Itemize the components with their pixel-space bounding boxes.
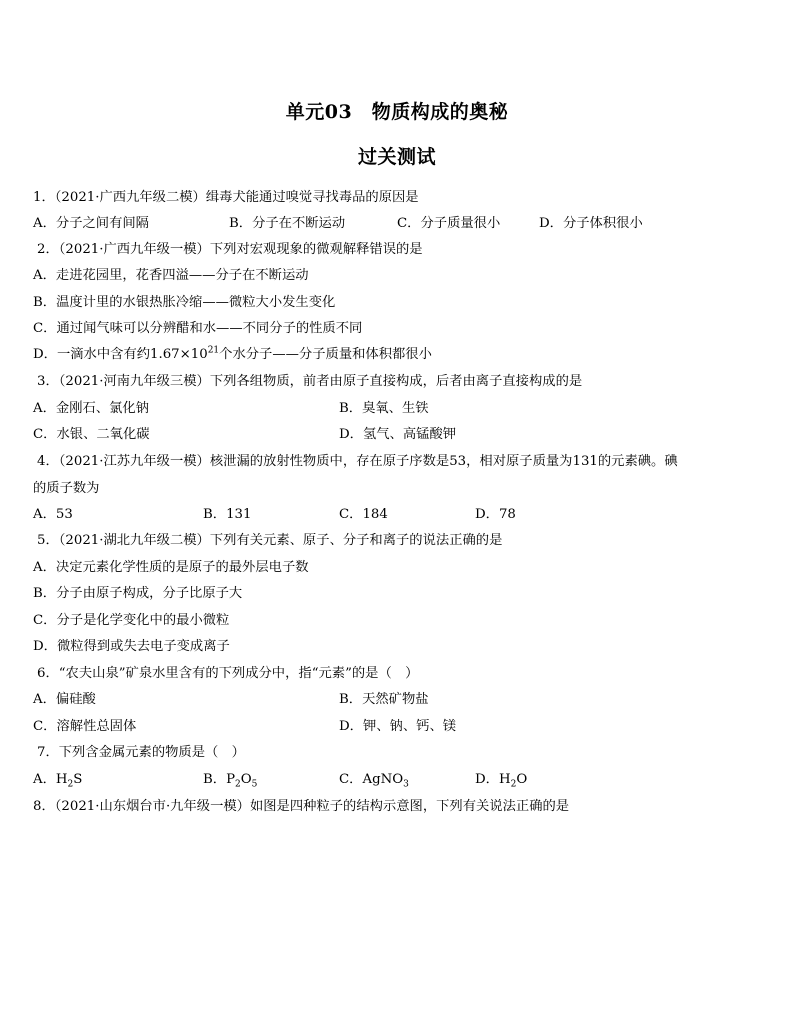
question-7-option-b	[203, 771, 257, 789]
question-2-option-d-prefix: D．一滴水中含有约1.67×10	[33, 347, 208, 362]
question-3-option-b: B．臭氧、生铁	[339, 401, 429, 416]
question-1-option-b: B．分子在不断运动	[229, 216, 346, 231]
question-2-option-c: C．通过闻气味可以分辨醋和水——不同分子的性质不同	[33, 321, 363, 336]
question-4-option-a: A．53	[33, 507, 73, 522]
question-5-stem: 5．（2021·湖北九年级二模）下列有关元素、原子、分子和离子的说法正确的是	[37, 533, 503, 548]
question-1-stem: 1．（2021·广西九年级二模）缉毒犬能通过嗅觉寻找毒品的原因是	[33, 190, 419, 205]
question-4-stem: 4．（2021·江苏九年级一模）核泄漏的放射性物质中，存在原子序数是53，相对原子质量为131的元素碘。碘	[37, 454, 678, 469]
question-4-option-b: B．131	[203, 507, 252, 522]
formula-subscript: 3	[403, 779, 409, 790]
formula-subscript: 2	[67, 779, 74, 790]
question-2-option-d-suffix: 个水分子——分子质量和体积都很小	[219, 347, 432, 362]
formula-subscript: 2	[235, 779, 241, 790]
question-2-option-a: A．走进花园里，花香四溢——分子在不断运动	[33, 268, 309, 283]
question-6-option-d: D．钾、钠、钙、镁	[339, 719, 457, 734]
question-4-option-d: D．78	[475, 507, 516, 522]
question-6-option-b: B．天然矿物盐	[339, 692, 429, 707]
question-3-stem: 3．（2021·河南九年级三模）下列各组物质，前者由原子直接构成，后者由离子直接构成的是	[37, 374, 583, 389]
question-1-option-c: C．分子质量很小	[397, 216, 501, 231]
question-7-option-a-label: A．	[33, 772, 56, 787]
question-6-option-c: C．溶解性总固体	[33, 719, 137, 734]
question-7-option-c-label: C．	[339, 772, 363, 787]
question-7-option-d-label: D．	[475, 772, 499, 787]
formula-part: O	[240, 772, 252, 787]
question-3-option-c: C．水银、二氧化碳	[33, 427, 150, 442]
formula-subscript: 5	[251, 779, 258, 790]
question-1-option-a: A．分子之间有间隔	[33, 216, 149, 231]
doc-title: 单元03 物质构成的奥秘	[285, 101, 509, 123]
question-3-option-a: A．金刚石、氯化钠	[33, 401, 149, 416]
question-5-option-c: C．分子是化学变化中的最小微粒	[33, 613, 230, 628]
question-4-stem-continued: 的质子数为	[33, 481, 100, 496]
formula-part: O	[516, 772, 528, 787]
question-2-stem: 2．（2021·广西九年级一模）下列对宏观现象的微观解释错误的是	[37, 242, 423, 257]
formula-part: H	[55, 772, 68, 787]
question-1-option-d: D．分子体积很小	[539, 216, 643, 231]
formula-subscript: 2	[510, 779, 517, 790]
formula-part: S	[73, 772, 83, 787]
question-7-stem: 7．下列含金属元素的物质是（ ）	[37, 745, 245, 760]
question-2-option-d	[33, 346, 432, 364]
formula-part: H	[498, 772, 511, 787]
question-3-option-d: D．氢气、高锰酸钾	[339, 427, 457, 442]
doc-subtitle: 过关测试	[357, 146, 436, 168]
question-6-stem: 6．“农夫山泉”矿泉水里含有的下列成分中，指“元素”的是（ ）	[37, 666, 419, 681]
formula-part: P	[226, 772, 236, 787]
question-7-option-a	[33, 771, 82, 789]
question-5-option-b: B．分子由原子构成，分子比原子大	[33, 586, 243, 601]
question-2-option-b: B．温度计里的水银热胀冷缩——微粒大小发生变化	[33, 295, 336, 310]
question-4-option-c: C．184	[339, 507, 388, 522]
question-7-option-b-label: B．	[203, 772, 227, 787]
question-6-option-a: A．偏硅酸	[33, 692, 96, 707]
question-5-option-d: D．微粒得到或失去电子变成离子	[33, 639, 230, 654]
question-8-stem: 8．（2021·山东烟台市·九年级一模）如图是四种粒子的结构示意图，下列有关说法正确的是	[33, 799, 570, 814]
formula-part: AgNO	[362, 772, 404, 787]
question-7-option-d	[475, 771, 527, 789]
question-7-option-c	[339, 771, 409, 789]
question-5-option-a: A．决定元素化学性质的是原子的最外层电子数	[33, 560, 309, 575]
question-2-option-d-exponent: 21	[207, 345, 220, 356]
